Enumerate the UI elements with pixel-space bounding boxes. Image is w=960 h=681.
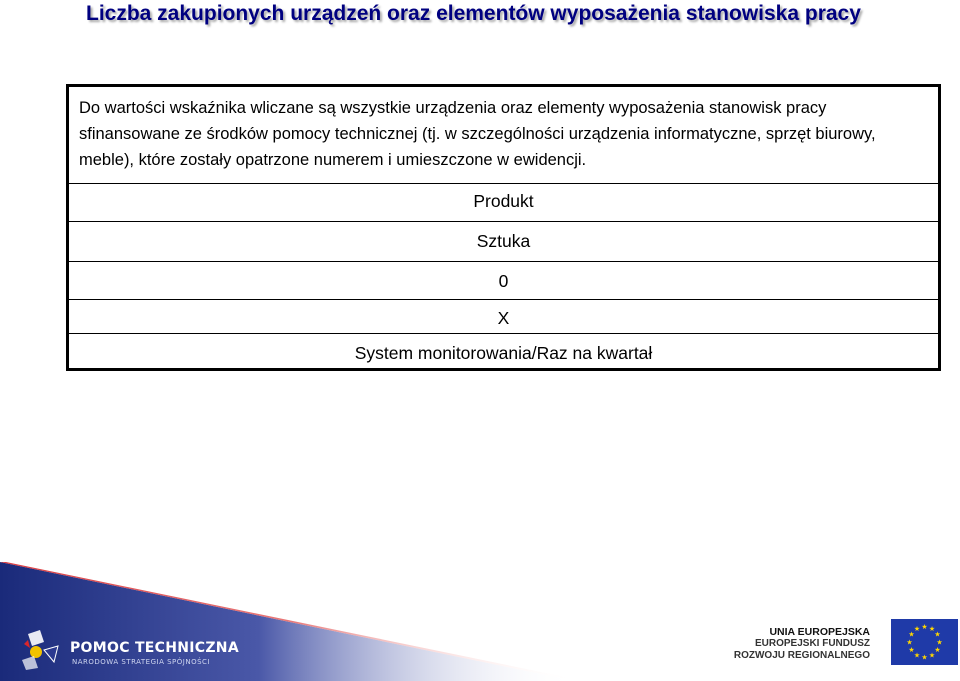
svg-text:★: ★ bbox=[913, 651, 921, 660]
svg-text:★: ★ bbox=[934, 630, 941, 639]
row-unit: Sztuka bbox=[476, 231, 531, 251]
table-row bbox=[69, 262, 938, 300]
page-title: Liczba zakupionych urządzeń oraz elementów wyposażenia stanowiska pracy bbox=[86, 2, 861, 25]
eu-flag-icon bbox=[891, 619, 958, 665]
svg-text:★: ★ bbox=[928, 651, 936, 660]
pomoc-techniczna-subtitle: NARODOWA STRATEGIA SPÓJNOŚCI bbox=[72, 658, 210, 666]
svg-text:★: ★ bbox=[921, 623, 928, 631]
svg-text:★: ★ bbox=[908, 646, 915, 654]
eu-text-block bbox=[734, 626, 870, 662]
table-row bbox=[69, 222, 938, 262]
row-base-value: 0 bbox=[498, 271, 509, 291]
svg-text:★: ★ bbox=[908, 630, 915, 639]
eu-line-2: EUROPEJSKI FUNDUSZ bbox=[754, 638, 870, 649]
table-row bbox=[69, 184, 938, 222]
svg-text:★: ★ bbox=[921, 653, 928, 662]
row-product: Produkt bbox=[473, 191, 534, 211]
eu-line-1: UNIA EUROPEJSKA bbox=[769, 626, 870, 638]
indicator-description: Do wartości wskaźnika wliczane są wszystkie urządzenia oraz elementy wyposażenia stanowisk pracy sfinansowane ze środków pomocy technicznej (tj. w szczególności urządzenia informatyczne, sprzęt biurowy, meble), które zostały opatrzone numerem i umieszczone w ewidencji. bbox=[69, 87, 938, 184]
svg-text:★: ★ bbox=[913, 625, 921, 633]
table-row bbox=[69, 300, 938, 334]
indicator-table bbox=[66, 84, 941, 371]
pomoc-techniczna-title: POMOC TECHNICZNA bbox=[70, 640, 239, 656]
svg-text:★: ★ bbox=[936, 638, 943, 647]
row-target-value: X bbox=[497, 308, 510, 328]
svg-text:★: ★ bbox=[906, 638, 913, 647]
svg-text:★: ★ bbox=[934, 646, 941, 654]
svg-text:★: ★ bbox=[928, 625, 936, 633]
row-monitoring: System monitorowania/Raz na kwartał bbox=[354, 343, 653, 363]
table-row bbox=[69, 334, 938, 368]
eu-line-3: ROZWOJU REGIONALNEGO bbox=[733, 650, 870, 661]
